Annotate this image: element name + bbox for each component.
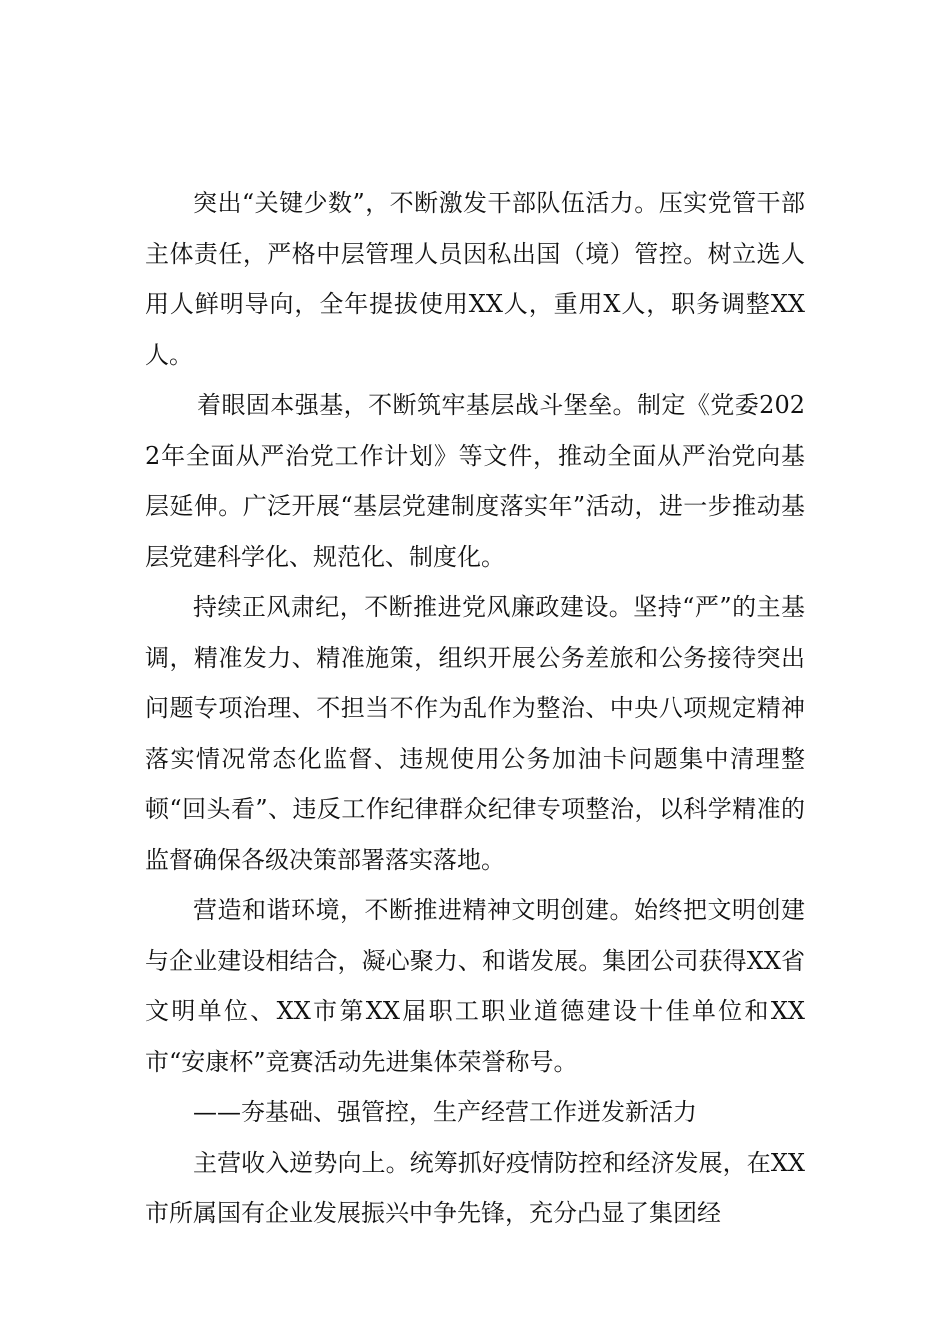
section-heading-production: ——夯基础、强管控，生产经营工作迸发新活力 xyxy=(193,1098,697,1126)
paragraph-revenue: 主营收入逆势向上。统筹抓好疫情防控和经济发展，在XX市所属国有企业发展振兴中争先锋，充分凸显了集团经 xyxy=(145,1148,805,1227)
paragraph-key-minority: 突出“关键少数”，不断激发干部队伍活力。压实党管干部主体责任，严格中层管理人员因私出国（境）管控。树立选人用人鲜明导向，全年提拔使用XX人，重用X人，职务调整XX人。 xyxy=(145,189,805,369)
document-body xyxy=(145,178,805,1239)
paragraph-grassroots: 着眼固本强基，不断筑牢基层战斗堡垒。制定《党委2022年全面从严治党工作计划》等文件，推动全面从严治党向基层延伸。广泛开展“基层党建制度落实年”活动，进一步推动基层党建科学化、规范化、制度化。 xyxy=(145,391,805,571)
paragraph-discipline: 持续正风肃纪，不断推进党风廉政建设。坚持“严”的主基调，精准发力、精准施策，组织开展公务差旅和公务接待突出问题专项治理、不担当不作为乱作为整治、中央八项规定精神落实情况常态化监督、违规使用公务加油卡问题集中清理整顿“回头看”、违反工作纪律群众纪律专项整治，以科学精准的监督确保各级决策部署落实落地。 xyxy=(145,593,805,874)
paragraph-civilization: 营造和谐环境，不断推进精神文明创建。始终把文明创建与企业建设相结合，凝心聚力、和谐发展。集团公司获得XX省文明单位、XX市第XX届职工职业道德建设十佳单位和XX市“安康杯”竞赛活动先进集体荣誉称号。 xyxy=(145,896,805,1076)
